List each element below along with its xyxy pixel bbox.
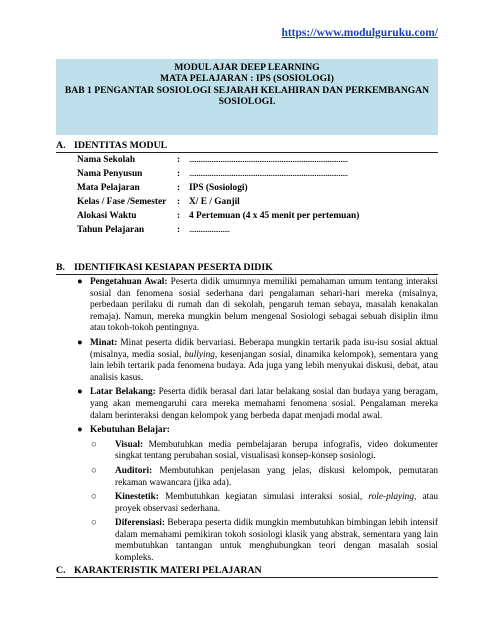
banner-line-2: MATA PELAJARAN : IPS (SOSIOLOGI) xyxy=(160,73,334,85)
item-term: Pengetahuan Awal: xyxy=(90,277,168,287)
identity-label: Tahun Pelajaran xyxy=(77,225,145,235)
identity-colon: : xyxy=(177,155,181,165)
sub-item-text: Beberapa peserta didik mungkin membutuhkan bimbingan lebih intensif dalam memahami pemikiran tokoh sosiologi klasik yang abstrak, sementara yang lain membutuhkan tantangan untuk menghubungkan teori dengan masalah sosial kompleks. xyxy=(115,518,438,564)
bullet-icon: ● xyxy=(77,425,83,436)
sub-item-text: Membutuhkan penjelasan yang jelas, diskusi kelompok, pemutaran rekaman wawancara (jika ada). xyxy=(115,465,438,488)
sub-item-term: Diferensiasi: xyxy=(115,518,165,529)
item-text: Peserta didik umumnya memiliki pemahaman umum tentang interaksi sosial dan fenomena sosial sederhana dari pengalaman sehari-hari mereka (misalnya, perbedaan perilaku di rumah dan di sekolah, pengaruh teman sebaya, masalah kenakalan remaja). Namun, mereka mungkin belum mengenal Sosiologi sebagai sebuah disiplin ilmu atau tokoh-tokoh pentingnya. xyxy=(90,277,439,334)
circle-bullet-icon: ○ xyxy=(91,465,97,476)
banner-line-4: SOSIOLOGI. xyxy=(218,96,276,108)
identity-label: Alokasi Waktu xyxy=(77,211,137,221)
identity-label: Nama Sekolah xyxy=(77,155,136,165)
item-term: Latar Belakang: xyxy=(90,387,156,398)
item-text: Minat peserta didik bervariasi. Beberapa mungkin tertarik pada isu-isu sosial aktual (misalnya, media sosial, xyxy=(90,337,438,360)
item-text: , kesenjangan sosial, dinamika kelompok), sementara yang lain lebih tertarik pada fenomena budaya. Ada juga yang lebih menyukai diskusi, debat, atau analisis kasus. xyxy=(90,349,438,383)
sub-list-item xyxy=(77,492,438,515)
identity-colon: : xyxy=(177,211,181,221)
section-b-divider xyxy=(56,274,438,275)
section-a-title: IDENTITAS MODUL xyxy=(74,140,168,151)
list-item xyxy=(77,277,438,335)
section-c-title: KARAKTERISTIK MATERI PELAJARAN xyxy=(74,565,262,576)
section-c-divider xyxy=(56,577,438,578)
identity-value: ...................... xyxy=(189,225,230,235)
bullet-icon: ● xyxy=(77,277,83,287)
sub-list-item xyxy=(77,518,438,564)
identity-row xyxy=(77,155,348,166)
list-item xyxy=(77,338,438,384)
identity-row xyxy=(77,211,359,222)
section-c-number: C. xyxy=(56,565,66,576)
item-text: Peserta didik berasal dari latar belakang sosial dan budaya yang beragam, yang akan memengaruhi cara mereka memahami fenomena sosial. Pengalaman mereka dalam berinteraksi dengan kelompok yang berbeda dapat menjadi modal awal. xyxy=(90,387,438,421)
identity-label: Mata Pelajaran xyxy=(77,183,140,193)
identity-row xyxy=(77,183,248,194)
identity-value: 4 Pertemuan (4 x 45 menit per pertemuan) xyxy=(189,211,360,221)
sub-item-term: Visual: xyxy=(115,439,144,450)
section-a-number: A. xyxy=(56,140,66,151)
identity-value: ...................................................................................... xyxy=(189,169,348,179)
section-a-heading xyxy=(56,140,167,151)
identity-label: Kelas / Fase /Semester xyxy=(77,197,167,207)
identity-colon: : xyxy=(177,225,181,235)
sub-list-item xyxy=(77,440,438,463)
item-text-italic: bullying xyxy=(184,349,215,360)
sub-item-text: , atau proyek observasi sederhana. xyxy=(115,492,438,514)
sub-list-item xyxy=(77,466,438,489)
identity-label: Nama Penyusun xyxy=(77,169,143,179)
identity-value: IPS (Sosiologi) xyxy=(189,183,248,193)
identity-colon: : xyxy=(177,183,181,193)
circle-bullet-icon: ○ xyxy=(91,492,97,503)
banner-line-3: BAB 1 PENGANTAR SOSIOLOGI SEJARAH KELAHIRAN DAN PERKEMBANGAN xyxy=(64,84,430,96)
banner-line-1: MODUL AJAR DEEP LEARNING xyxy=(174,62,320,73)
readiness-list xyxy=(77,277,438,568)
identity-colon: : xyxy=(177,169,181,179)
section-b-title: IDENTIFIKASI KESIAPAN PESERTA DIDIK xyxy=(74,262,273,273)
item-term: Kebutuhan Belajar: xyxy=(90,425,170,436)
section-c-heading xyxy=(56,565,262,576)
sub-item-text: Membutuhkan kegiatan simulasi interaksi sosial, xyxy=(158,492,369,503)
identity-colon: : xyxy=(177,197,181,207)
identity-row xyxy=(77,169,348,180)
sub-item-term: Kinestetik: xyxy=(115,492,159,503)
section-b-number: B. xyxy=(56,262,65,273)
list-item xyxy=(77,387,438,422)
identity-row xyxy=(77,197,240,208)
website-link[interactable]: https://www.modulguruku.com/ xyxy=(281,27,438,39)
item-term: Minat: xyxy=(90,337,118,348)
identity-value: X/ E / Ganjil xyxy=(189,197,240,207)
sub-item-term: Auditori: xyxy=(115,465,153,476)
identity-value: ...................................................................................... xyxy=(189,155,348,165)
sub-item-text-italic: role-playing xyxy=(368,492,414,503)
list-item xyxy=(77,425,438,437)
circle-bullet-icon: ○ xyxy=(91,439,97,450)
bullet-icon: ● xyxy=(77,387,83,398)
sub-item-text: Membutuhkan media pembelajaran berupa infografis, video dokumenter singkat tentang perubahan sosial, visualisasi konsep-konsep sosiologi. xyxy=(115,439,438,462)
section-b-heading xyxy=(56,262,273,273)
bullet-icon: ● xyxy=(77,337,83,348)
circle-bullet-icon: ○ xyxy=(91,518,97,529)
section-a-divider xyxy=(56,152,438,153)
identity-row xyxy=(77,225,230,236)
title-banner xyxy=(56,59,438,135)
